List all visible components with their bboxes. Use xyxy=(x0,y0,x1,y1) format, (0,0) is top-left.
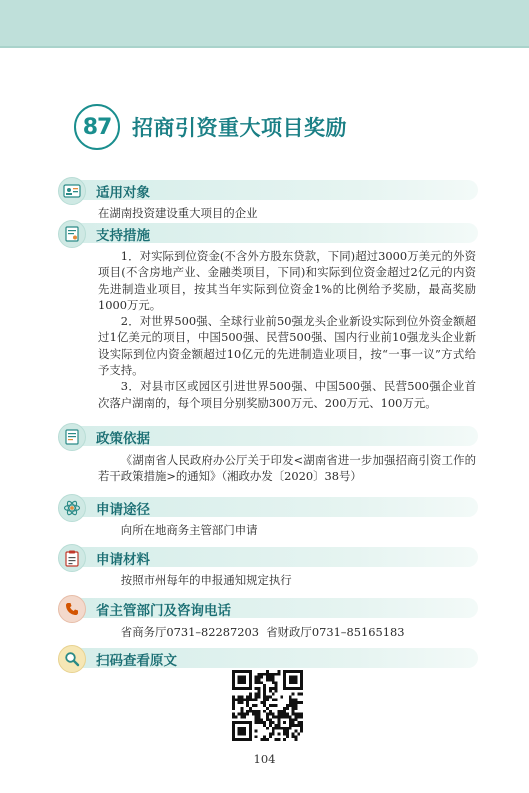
id-card-icon xyxy=(58,177,86,205)
section-label: 申请途径 xyxy=(96,502,150,518)
page-title: 招商引资重大项目奖励 xyxy=(132,116,347,140)
title-block xyxy=(74,103,347,151)
page-number: 104 xyxy=(253,752,276,766)
section-body-target xyxy=(98,205,476,221)
body-paragraph: 省商务厅0731–82287203 省财政厅0731–85165183 xyxy=(120,625,405,639)
magnifier-icon xyxy=(58,645,86,673)
section-header-contact xyxy=(58,596,478,620)
section-header-measures xyxy=(58,221,478,245)
section-label: 支持措施 xyxy=(96,228,150,244)
section-label: 扫码查看原文 xyxy=(96,653,177,669)
section-label: 省主管部门及咨询电话 xyxy=(96,603,231,619)
section-body-contact xyxy=(98,624,476,640)
section-label: 政策依据 xyxy=(96,431,150,447)
document-icon xyxy=(58,423,86,451)
body-paragraph: 《湖南省人民政府办公厅关于印发<湖南省进一步加强招商引资工作的若干政策措施>的通知》（湘政办发〔2020〕38号） xyxy=(98,453,476,484)
section-header-channel xyxy=(58,495,478,519)
section-body-measures xyxy=(98,248,476,411)
section-label: 适用对象 xyxy=(96,185,150,201)
body-paragraph: 在湖南投资建设重大项目的企业 xyxy=(98,206,258,220)
body-paragraph: 按照市州每年的申报通知规定执行 xyxy=(120,573,292,587)
qr-code[interactable] xyxy=(232,670,303,741)
item-number-badge: 87 xyxy=(74,104,120,150)
section-header-materials xyxy=(58,545,478,569)
body-paragraph: 3．对县市区或园区引进世界500强、中国500强、民营500强企业首次落户湖南的，每个项目分别奖励300万元、200万元、100万元。 xyxy=(98,379,476,410)
section-header-scan xyxy=(58,646,478,670)
section-body-materials xyxy=(98,572,476,588)
body-paragraph: 向所在地商务主管部门申请 xyxy=(120,523,258,537)
section-body-basis xyxy=(98,452,476,485)
certificate-icon xyxy=(58,220,86,248)
top-decor-stripe xyxy=(0,46,529,48)
section-header-target xyxy=(58,178,478,202)
body-paragraph: 2．对世界500强、全球行业前50强龙头企业新设实际到位外资金额超过1亿美元的项目，中国500强、民营500强、国内行业前10强龙头企业新设实际到位内资金额超过10亿元的先进制造业项目，按“一事一议”方式给予支持。 xyxy=(98,314,476,378)
body-paragraph: 1．对实际到位资金(不含外方股东贷款，下同)超过3000万美元的外资项目(不含房地产业、金融类项目，下同)和实际到位资金超过2亿元的内资先进制造业项目，按其当年实际到位资金1%的比例给予奖励，最高奖励1000万元。 xyxy=(98,249,476,312)
phone-icon xyxy=(58,595,86,623)
section-header-basis xyxy=(58,424,478,448)
top-decor-bar xyxy=(0,0,529,48)
clipboard-icon xyxy=(58,544,86,572)
qr-code-image xyxy=(232,670,303,741)
section-label: 申请材料 xyxy=(96,552,150,568)
atom-icon xyxy=(58,494,86,522)
section-body-channel xyxy=(98,522,476,538)
